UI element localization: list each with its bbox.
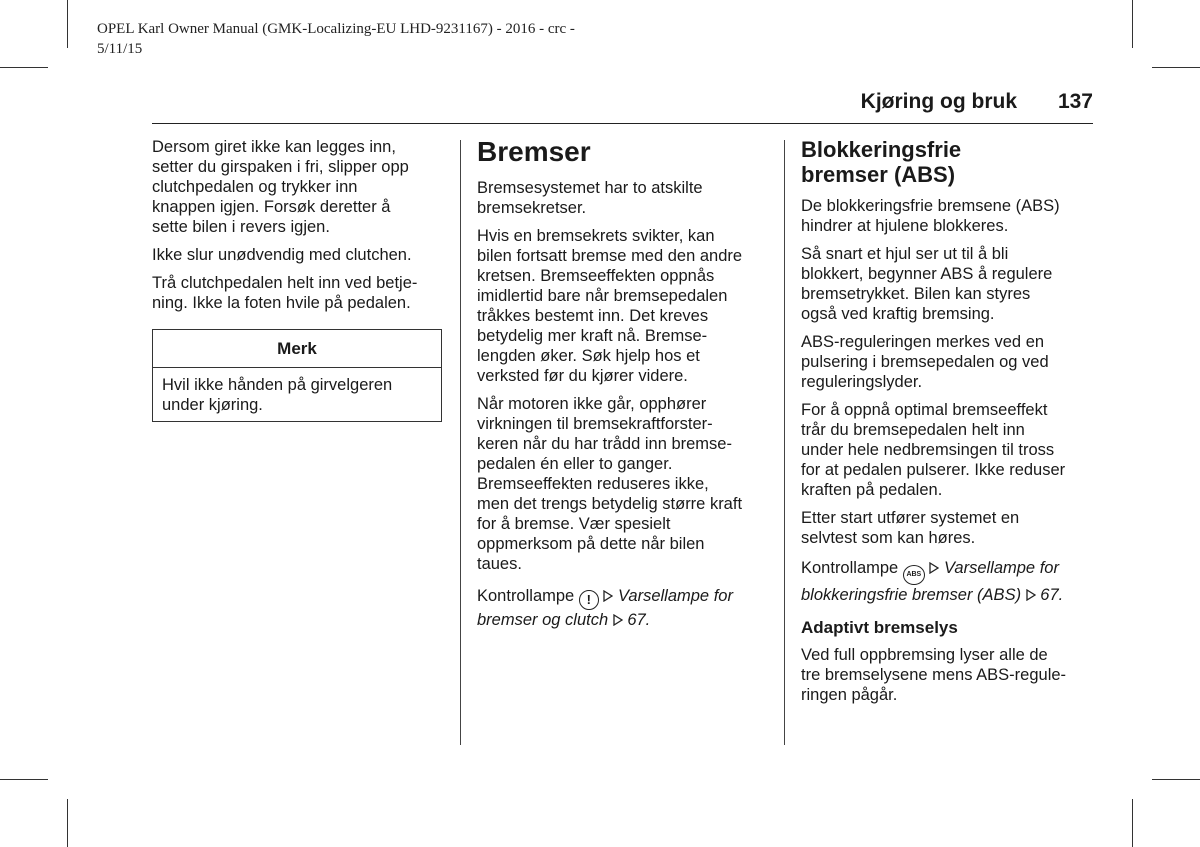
meta-date: 5/11/15 xyxy=(97,41,143,57)
text-line: De blokkeringsfrie bremsene (ABS) xyxy=(801,197,1060,215)
paragraph xyxy=(152,137,447,237)
text-line: under hele nedbremsingen til tross xyxy=(801,441,1055,459)
abs-warning-icon: ABS xyxy=(903,565,925,585)
paragraph xyxy=(801,508,1101,548)
paragraph xyxy=(801,332,1101,392)
reference-arrow-icon xyxy=(603,590,613,602)
paragraph xyxy=(801,645,1101,705)
text-line: pedalen én eller to ganger. xyxy=(477,455,673,473)
text-line: for at pedalen pulserer. Ikke reduser xyxy=(801,461,1066,479)
reference-arrow-icon xyxy=(929,562,939,574)
text-line: Bremseeffekten reduseres ikke, xyxy=(477,475,709,493)
text-line: kretsen. Bremseeffekten oppnås xyxy=(477,267,715,285)
crop-mark xyxy=(67,799,68,847)
section-title: Kjøring og bruk xyxy=(860,90,1017,113)
text-line: selvtest som kan høres. xyxy=(801,529,976,547)
reference-link[interactable]: Varsellampe for xyxy=(944,559,1059,577)
text-line: sette bilen i revers igjen. xyxy=(152,218,330,236)
text-line: under kjøring. xyxy=(162,396,263,414)
text-line: Hvis en bremsekrets svikter, kan xyxy=(477,227,715,245)
text-line: tråkkes bestemt inn. Det kreves xyxy=(477,307,709,325)
lamp-reference xyxy=(801,558,1101,605)
lamp-prefix: Kontrollampe xyxy=(801,559,899,577)
brake-warning-icon: ! xyxy=(579,590,599,610)
column-left xyxy=(152,137,447,422)
document-meta xyxy=(97,19,575,59)
text-line: Bremsesystemet har to atskilte xyxy=(477,179,703,197)
page-number: 137 xyxy=(1057,90,1093,113)
text-line: ringen pågår. xyxy=(801,686,898,704)
text-line: Trå clutchpedalen helt inn ved betje- xyxy=(152,274,418,292)
text-line: setter du girspaken i fri, slipper opp xyxy=(152,158,409,176)
heading-abs xyxy=(801,137,1101,187)
text-line: Dersom giret ikke kan legges inn, xyxy=(152,138,396,156)
text-line: tre bremselysene mens ABS-regule- xyxy=(801,666,1067,684)
text-line: oppmerksom på dette når bilen xyxy=(477,535,705,553)
text-line xyxy=(801,585,1101,605)
paragraph xyxy=(152,245,447,265)
crop-mark xyxy=(67,0,68,48)
paragraph xyxy=(801,400,1101,500)
heading-bremser: Bremser xyxy=(477,136,591,167)
text-line xyxy=(801,558,1101,585)
text-line: bilen fortsatt bremse med den andre xyxy=(477,247,743,265)
text-line xyxy=(477,586,777,610)
reference-page[interactable]: 67. xyxy=(1040,586,1064,604)
text-line: knappen igjen. Forsøk deretter å xyxy=(152,198,391,216)
reference-link[interactable]: Varsellampe for xyxy=(618,587,733,605)
text-line: bremsekretser. xyxy=(477,199,587,217)
paragraph xyxy=(477,178,777,218)
lamp-prefix: Kontrollampe xyxy=(477,587,575,605)
text-line: ABS-reguleringen merkes ved en xyxy=(801,333,1045,351)
column-middle xyxy=(477,137,777,638)
text-line: Når motoren ikke går, opphører xyxy=(477,395,707,413)
paragraph xyxy=(477,226,777,386)
crop-mark xyxy=(1132,0,1133,48)
text-line: også ved kraftig bremsing. xyxy=(801,305,995,323)
reference-page[interactable]: 67. xyxy=(627,611,651,629)
text-line: Så snart et hjul ser ut til å bli xyxy=(801,245,1009,263)
text-line: imidlertid bare når bremsepedalen xyxy=(477,287,728,305)
reference-arrow-icon xyxy=(1026,589,1036,601)
meta-line: OPEL Karl Owner Manual (GMK-Localizing-EU LHD-9231167) - 2016 - crc - xyxy=(97,21,575,37)
reference-link[interactable]: bremser og clutch xyxy=(477,611,609,629)
text-line: For å oppnå optimal bremseeffekt xyxy=(801,401,1048,419)
text-line: hindrer at hjulene blokkeres. xyxy=(801,217,1009,235)
page-header xyxy=(152,90,1093,124)
text-line: pulsering i bremsepedalen og ved xyxy=(801,353,1049,371)
text-line: blokkert, begynner ABS å regulere xyxy=(801,265,1053,283)
text-line: for å bremse. Vær spesielt xyxy=(477,515,671,533)
text-line: virkningen til bremsekraftforster- xyxy=(477,415,713,433)
lamp-reference xyxy=(477,586,777,630)
reference-link[interactable]: blokkeringsfrie bremser (ABS) xyxy=(801,586,1022,604)
text-line: Ved full oppbremsing lyser alle de xyxy=(801,646,1048,664)
text-line: Hvil ikke hånden på girvelgeren xyxy=(162,376,393,394)
text-line: reguleringslyder. xyxy=(801,373,923,391)
text-line: bremsetrykket. Bilen kan styres xyxy=(801,285,1031,303)
text-line: lengden øker. Søk hjelp hos et xyxy=(477,347,700,365)
column-divider xyxy=(784,140,785,745)
crop-mark xyxy=(1152,67,1200,68)
crop-mark xyxy=(0,67,48,68)
text-line: keren når du har trådd inn bremse- xyxy=(477,435,732,453)
crop-mark xyxy=(0,779,48,780)
heading-line: bremser (ABS) xyxy=(801,162,956,187)
text-line: men det trengs betydelig større kraft xyxy=(477,495,743,513)
column-right xyxy=(801,137,1101,713)
text-line: Etter start utfører systemet en xyxy=(801,509,1020,527)
text-line: verksted før du kjører videre. xyxy=(477,367,688,385)
text-line xyxy=(477,610,777,630)
paragraph xyxy=(801,244,1101,324)
crop-mark xyxy=(1152,779,1200,780)
text-line: ning. Ikke la foten hvile på pedalen. xyxy=(152,294,411,312)
column-divider xyxy=(460,140,461,745)
text-line: taues. xyxy=(477,555,522,573)
heading-line: Blokkeringsfrie xyxy=(801,137,962,162)
crop-mark xyxy=(1132,799,1133,847)
text-line: Ikke slur unødvendig med clutchen. xyxy=(152,246,412,264)
paragraph xyxy=(152,273,447,313)
note-box xyxy=(152,329,442,422)
note-body xyxy=(153,368,441,421)
text-line: clutchpedalen og trykker inn xyxy=(152,178,358,196)
paragraph xyxy=(477,394,777,574)
subheading-adaptive-brake-light: Adaptivt bremselys xyxy=(801,618,958,637)
paragraph xyxy=(801,196,1101,236)
text-line: trår du bremsepedalen helt inn xyxy=(801,421,1025,439)
note-title: Merk xyxy=(153,330,441,368)
text-line: kraften på pedalen. xyxy=(801,481,943,499)
reference-arrow-icon xyxy=(613,614,623,626)
text-line: betydelig mer kraft nå. Bremse- xyxy=(477,327,708,345)
